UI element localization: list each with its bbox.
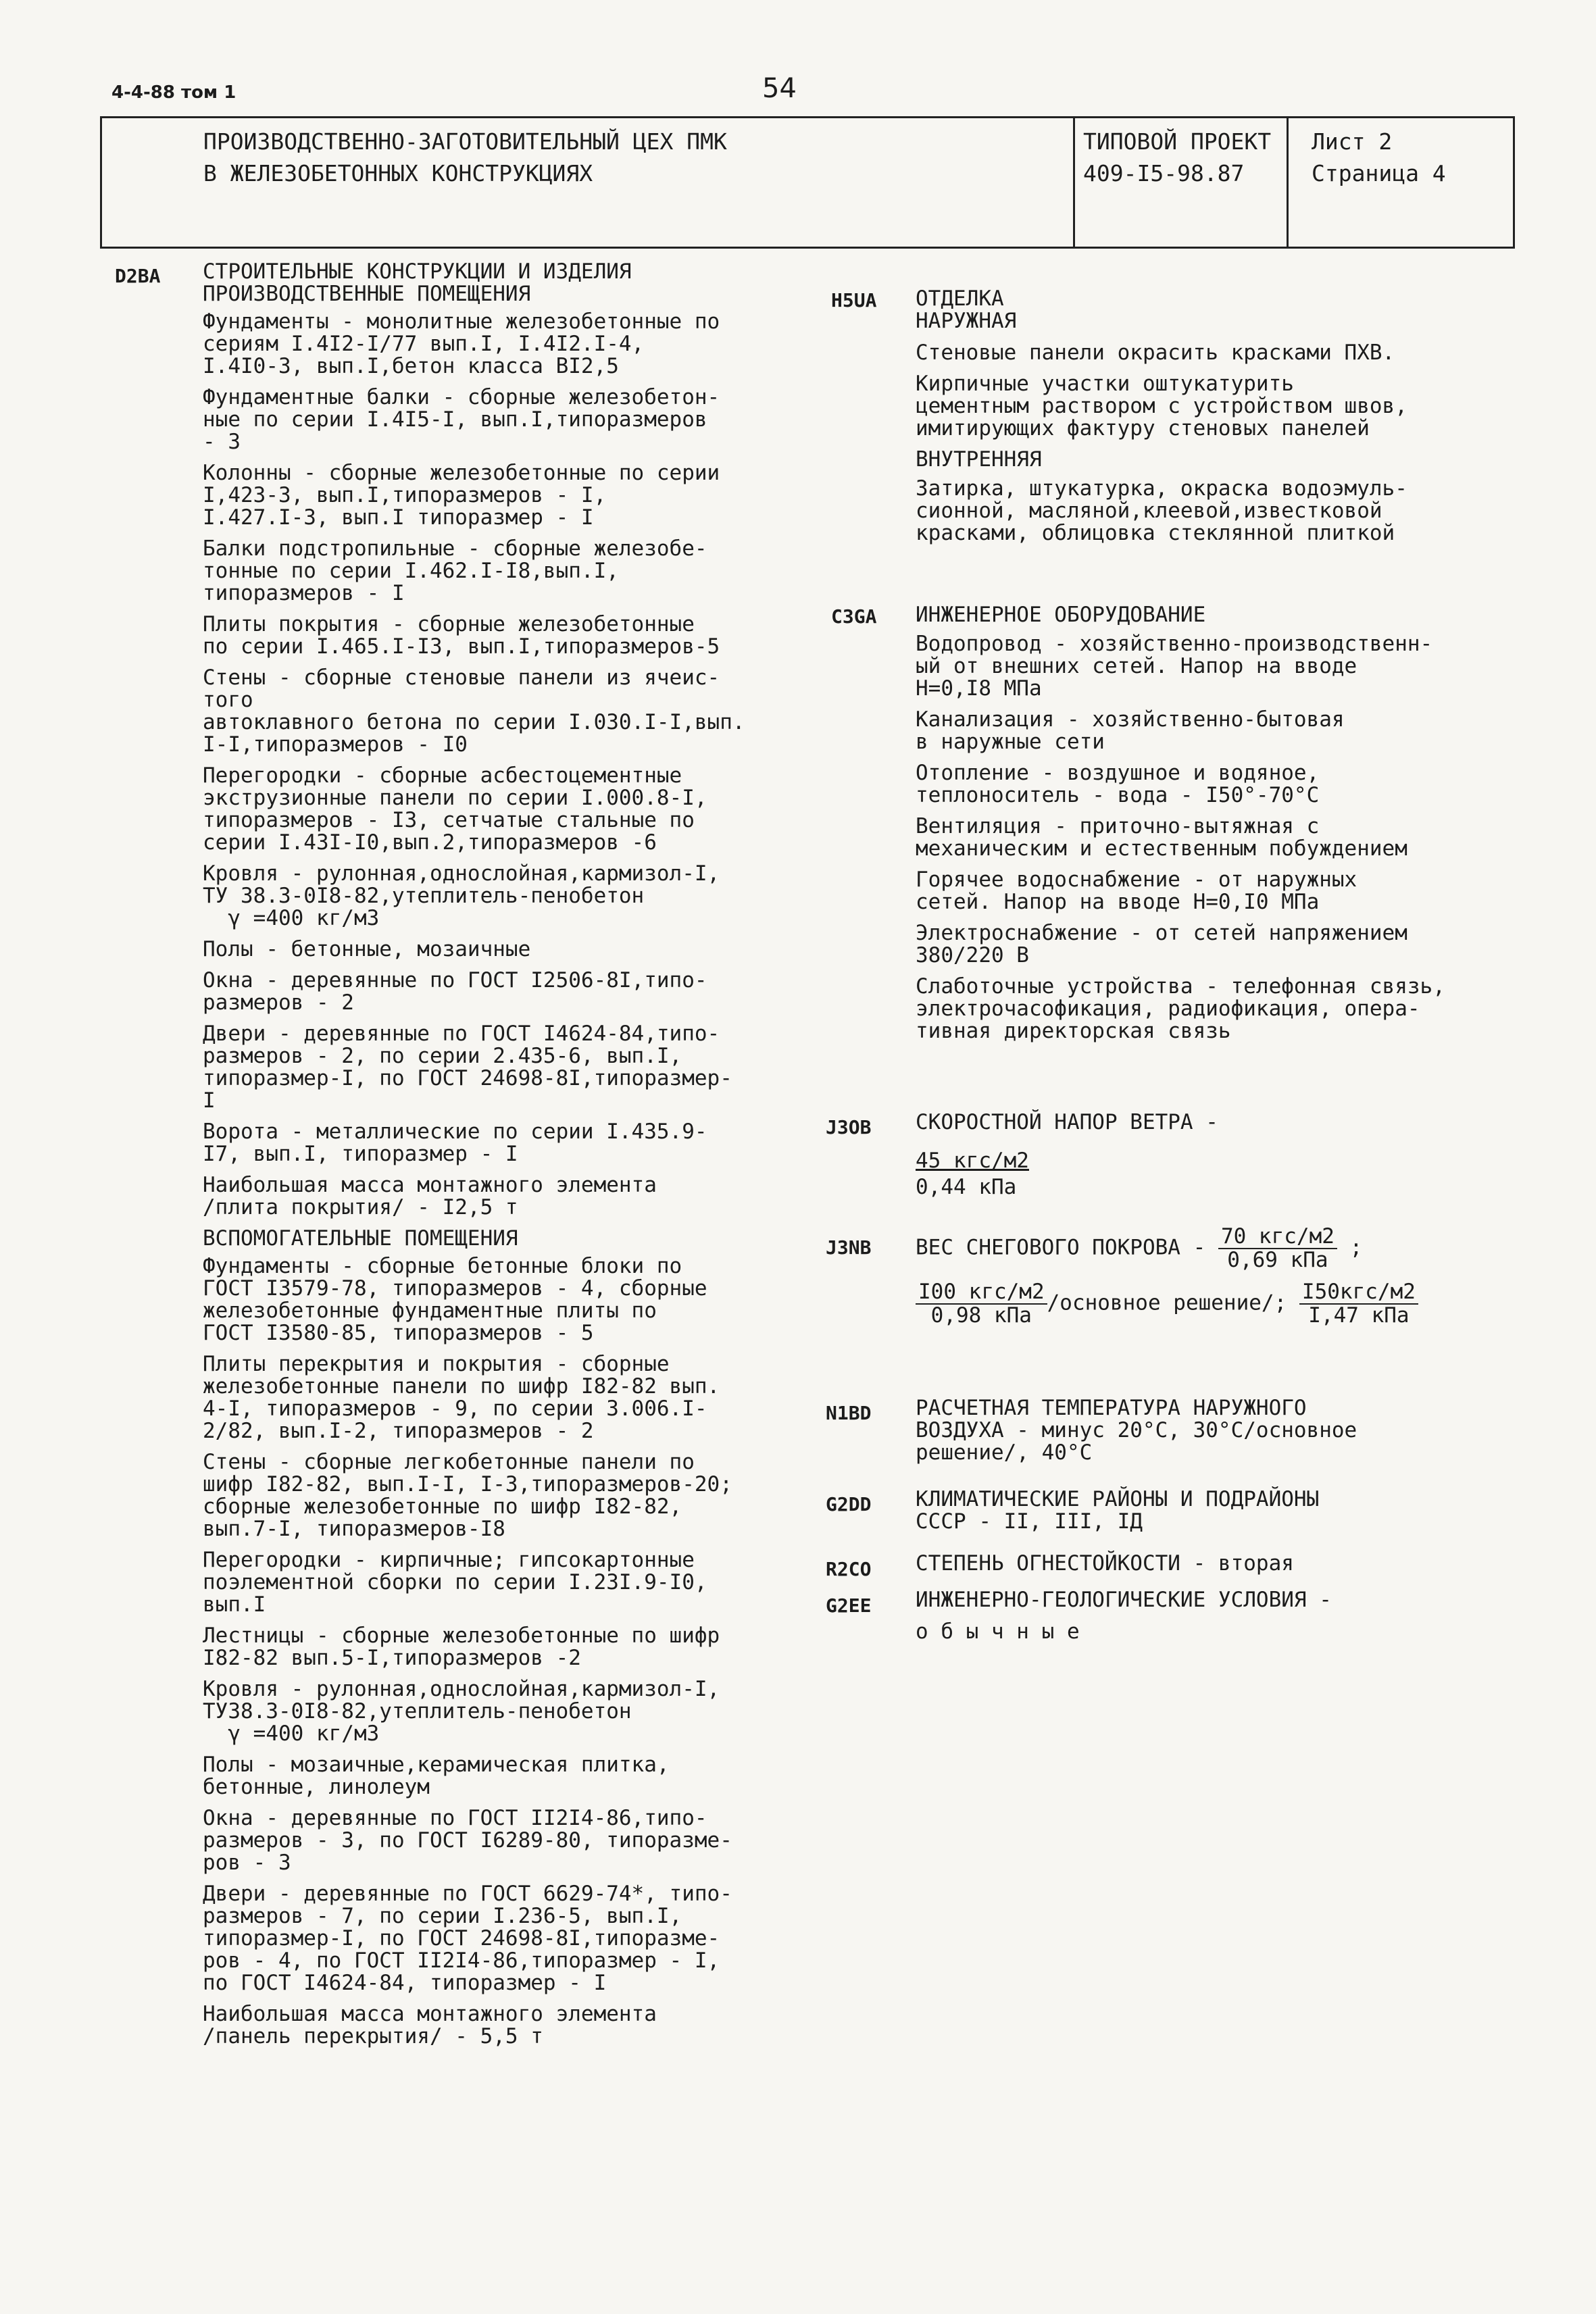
text-line: ТУ38.3-0I8-82,утеплитель-пенобетон (203, 1699, 632, 1724)
text-line: электрочасофикация, радиофикация, опера- (916, 997, 1420, 1021)
spec-item (203, 613, 838, 658)
text-line: типоразмер-I, по ГОСТ 24698-8I,типоразме- (203, 1926, 720, 1951)
text-line: Полы - мозаичные,керамическая плитка, (203, 1753, 670, 1777)
snow-f2-den: 0,98 кПа (930, 1303, 1032, 1328)
spec-item (203, 2003, 838, 2048)
text-line: 2/82, вып.I-2, типоразмеров - 2 (203, 1419, 594, 1443)
finish-heading: ОТДЕЛКА (916, 286, 1004, 311)
geology-value: о б ы ч н ы е (916, 1619, 1080, 1644)
text-line: 380/220 В (916, 943, 1029, 967)
text-line: I.4I0-3, вып.I,бетон класса BI2,5 (203, 354, 619, 378)
text-line: ТУ 38.3-0I8-82,утеплитель-пенобетон (203, 884, 645, 908)
project-label: ТИПОВОЙ ПРОЕКТ (1083, 128, 1272, 155)
text-line: I,423-3, вып.I,типоразмеров - I, (203, 483, 607, 507)
text-line: Двери - деревянные по ГОСТ I4624-84,типо- (203, 1022, 720, 1046)
snow-fraction-2 (916, 1281, 1047, 1327)
text-line: по серии I.465.I-I3, вып.I,типоразмеров-5 (203, 634, 720, 659)
code-c3ga: C3GA (831, 605, 877, 628)
engineering-item (916, 869, 1524, 913)
snow-note: /основное решение/; (1047, 1290, 1287, 1315)
text-line: цементным раствором с устройством швов, (916, 394, 1407, 418)
text-line: вып.7-I, типоразмеров-I8 (203, 1517, 505, 1541)
text-line: в наружные сети (916, 730, 1105, 754)
finish-item (916, 342, 1517, 364)
text-line: Окна - деревянные по ГОСТ II2I4-86,типо- (203, 1806, 707, 1830)
code-g2dd: G2DD (826, 1493, 872, 1515)
text-line: ные по серии I.4I5-I, вып.I,типоразмеров (203, 407, 707, 432)
code-h5ua: H5UA (831, 289, 877, 311)
snow-f1-den: 0,69 кПа (1227, 1248, 1328, 1272)
sheet-number: Лист 2 (1312, 128, 1393, 155)
production-list (203, 311, 838, 1219)
finish-inner-heading: ВНУТРЕННЯЯ (916, 447, 1042, 472)
text-line: теплоноситель - вода - I50°-70°С (916, 783, 1320, 807)
text-line: железобетонные панели по шифр I82-82 вып. (203, 1374, 720, 1399)
text-line: Балки подстропильные - сборные железобе- (203, 536, 707, 561)
finish-item (916, 478, 1517, 545)
spec-item (203, 938, 838, 961)
wind-value-kgs (916, 1150, 1510, 1172)
text-line: I-I,типоразмеров - I0 (203, 732, 468, 757)
text-line: ров - 4, по ГОСТ II2I4-86,типоразмер - I, (203, 1948, 720, 1973)
text-line: Вентиляция - приточно-вытяжная с (916, 814, 1320, 838)
spec-item (203, 1883, 838, 1994)
climate-text (916, 1488, 1510, 1533)
page-label: Страница 4 (1312, 160, 1446, 186)
text-line: γ =400 кг/м3 (203, 906, 380, 930)
engineering-list (916, 633, 1524, 1042)
text-line: Двери - деревянные по ГОСТ 6629-74*, типо- (203, 1882, 732, 1906)
text-line: размеров - 7, по серии I.236-5, вып.I, (203, 1904, 682, 1928)
project-number: 409-I5-98.87 (1083, 160, 1245, 186)
text-line: размеров - 3, по ГОСТ I6289-80, типоразме- (203, 1828, 732, 1853)
engineering-item (916, 976, 1524, 1042)
text-line: Водопровод - хозяйственно-производственн- (916, 632, 1433, 656)
page-number: 54 (762, 73, 797, 104)
text-line: вып.I (203, 1592, 266, 1617)
text-line: сборные железобетонные по шифр I82-82, (203, 1494, 682, 1519)
text-line: тонные по серии I.462.I-I8,вып.I, (203, 559, 619, 583)
geology-label: ИНЖЕНЕРНО-ГЕОЛОГИЧЕСКИЕ УСЛОВИЯ - (916, 1588, 1332, 1612)
text-line: Фундаменты - сборные бетонные блоки по (203, 1254, 682, 1278)
climate-block (916, 1488, 1510, 1533)
text-line: I.427.I-3, вып.I типоразмер - I (203, 505, 594, 530)
finish-section (916, 288, 1517, 553)
spec-item (203, 1754, 838, 1799)
engineering-item (916, 633, 1524, 700)
engineering-section (916, 604, 1524, 1051)
text-line: типоразмеров - I (203, 581, 405, 605)
text-line: железобетонные фундаментные плиты по (203, 1299, 657, 1323)
wind-value-kpa: 0,44 кПа (916, 1175, 1017, 1199)
text-line: Фундаменты - монолитные железобетонные по (203, 309, 720, 334)
text-line: КЛИМАТИЧЕСКИЕ РАЙОНЫ И ПОДРАЙОНЫ (916, 1487, 1320, 1511)
text-line: Кирпичные участки оштукатурить (916, 372, 1294, 396)
spec-item (203, 667, 838, 756)
temperature-section (916, 1397, 1510, 1473)
text-line: I7, вып.I, типоразмер - I (203, 1142, 518, 1166)
geology-section (916, 1589, 1510, 1643)
text-line: Фундаментные балки - сборные железобетон- (203, 385, 720, 409)
code-n1bd: N1BD (826, 1402, 872, 1424)
snow-f1-num: 70 кгс/м2 (1218, 1226, 1337, 1249)
heading-structures: СТРОИТЕЛЬНЫЕ КОНСТРУКЦИИ И ИЗДЕЛИЯ (203, 259, 632, 284)
text-line: типоразмер-I, по ГОСТ 24698-8I,типоразмер- (203, 1066, 732, 1090)
text-line: шифр I82-82, вып.I-I, I-3,типоразмеров-20; (203, 1472, 732, 1496)
text-line: сетей. Напор на вводе H=0,I0 МПа (916, 890, 1320, 914)
text-line: размеров - 2, по серии 2.435-6, вып.I, (203, 1044, 682, 1068)
text-line: сионной, масляной,клеевой,известковой (916, 499, 1382, 523)
text-line: Кровля - рулонная,однослойная,кармизол-I, (203, 861, 720, 886)
text-line: Колонны - сборные железобетонные по серии (203, 461, 720, 485)
spec-item (203, 765, 838, 854)
text-line: тивная директорская связь (916, 1019, 1231, 1043)
title-line-2: В ЖЕЛЕЗОБЕТОННЫХ КОНСТРУКЦИЯХ (203, 160, 593, 186)
text-line: γ =400 кг/м3 (203, 1721, 380, 1746)
snow-f3-num: I50кгс/м2 (1299, 1281, 1418, 1305)
code-d2ba: D2BA (115, 265, 161, 287)
code-r2co: R2CO (826, 1558, 872, 1580)
text-line: типоразмеров - I3, сетчатые стальные по (203, 808, 695, 832)
spec-item (203, 1807, 838, 1874)
text-line: Канализация - хозяйственно-бытовая (916, 707, 1345, 732)
text-line: Стены - сборные легкобетонные панели по (203, 1450, 695, 1474)
text-line: ВОЗДУХА - минус 20°С, 30°С/основное (916, 1418, 1357, 1442)
snow-f3-den: I,47 кПа (1308, 1303, 1410, 1328)
spec-item (203, 1625, 838, 1669)
text-line: экструзионные панели по серии I.000.8-I, (203, 786, 707, 810)
snow-fraction-1 (1218, 1226, 1337, 1272)
finish-outer-heading: НАРУЖНАЯ (916, 309, 1017, 333)
text-line: по ГОСТ I4624-84, типоразмер - I (203, 1971, 607, 1995)
text-line: сериям I.4I2-I/77 вып.I, I.4I2.I-4, (203, 332, 645, 356)
text-line: Наибольшая масса монтажного элемента (203, 1173, 657, 1197)
text-line: Перегородки - кирпичные; гипсокартонные (203, 1548, 695, 1572)
text-line: бетонные, линолеум (203, 1775, 430, 1799)
text-line: Перегородки - сборные асбестоцементные (203, 763, 682, 788)
text-line: H=0,I8 МПа (916, 676, 1042, 701)
wind-label: СКОРОСТНОЙ НАПОР ВЕТРА - (916, 1110, 1218, 1134)
left-column (203, 261, 838, 2057)
code-g2ee: G2EE (826, 1594, 872, 1617)
text-line: Электроснабжение - от сетей напряжением (916, 921, 1407, 945)
spec-item (203, 1174, 838, 1219)
text-line: ГОСТ I3579-78, типоразмеров - 4, сборные (203, 1276, 707, 1301)
text-line: Затирка, штукатурка, окраска водоэмуль- (916, 476, 1407, 501)
text-line: ый от внешних сетей. Напор на вводе (916, 654, 1357, 678)
text-line: Наибольшая масса монтажного элемента (203, 2002, 657, 2026)
text-line: Окна - деревянные по ГОСТ I2506-8I,типо- (203, 968, 707, 992)
engineering-item (916, 815, 1524, 860)
text-line: Горячее водоснабжение - от наружных (916, 867, 1357, 892)
finish-outer-list (916, 342, 1517, 440)
snow-separator: ; (1349, 1235, 1363, 1260)
spec-item (203, 970, 838, 1014)
spec-item (203, 311, 838, 378)
spec-item (203, 1549, 838, 1616)
code-j3nb: J3NB (826, 1236, 872, 1259)
text-line: поэлементной сборки по серии I.23I.9-I0, (203, 1570, 707, 1594)
temperature-text (916, 1397, 1510, 1464)
spec-item (203, 1678, 838, 1745)
fire-resistance: СТЕПЕНЬ ОГНЕСТОЙКОСТИ - вторая (916, 1551, 1294, 1576)
text-line: Кровля - рулонная,однослойная,кармизол-I, (203, 1677, 720, 1701)
snow-fraction-3 (1299, 1281, 1418, 1327)
finish-item (916, 373, 1517, 440)
text-line: Плиты покрытия - сборные железобетонные (203, 612, 695, 636)
text-line: Стеновые панели окрасить красками ПХВ. (916, 341, 1395, 365)
text-line: /плита покрытия/ - I2,5 т (203, 1195, 518, 1219)
text-line: Плиты перекрытия и покрытия - сборные (203, 1352, 670, 1376)
text-line: Полы - бетонные, мозаичные (203, 937, 531, 961)
engineering-heading: ИНЖЕНЕРНОЕ ОБОРУДОВАНИЕ (916, 603, 1206, 627)
engineering-item (916, 762, 1524, 807)
text-line: ГОСТ I3580-85, типоразмеров - 5 (203, 1321, 594, 1345)
wind-section (916, 1111, 1510, 1199)
text-line: красками, облицовка стеклянной плиткой (916, 521, 1395, 545)
text-line: 4-I, типоразмеров - 9, по серии 3.006.I- (203, 1397, 707, 1421)
spec-item (203, 1023, 838, 1112)
title-block (100, 116, 1515, 249)
document-series: 4-4-88 том 1 (111, 82, 236, 103)
text-line: того (203, 688, 253, 712)
title-divider-2 (1287, 118, 1289, 247)
engineering-item (916, 709, 1524, 753)
title-line-1: ПРОИЗВОДСТВЕННО-ЗАГОТОВИТЕЛЬНЫЙ ЦЕХ ПМК (203, 128, 727, 155)
climate-section (916, 1488, 1510, 1542)
text-line: ров - 3 (203, 1851, 291, 1875)
text-line: /панель перекрытия/ - 5,5 т (203, 2024, 543, 2048)
spec-item (203, 1451, 838, 1540)
text-line: серии I.43I-I0,вып.2,типоразмеров -6 (203, 830, 657, 855)
text-line: имитирующих фактуру стеновых панелей (916, 416, 1370, 441)
spec-item (203, 1255, 838, 1344)
snow-line-1 (916, 1226, 1510, 1272)
code-j3ob: J3OB (826, 1116, 872, 1138)
text-line: размеров - 2 (203, 990, 354, 1015)
text-line: - 3 (203, 430, 241, 454)
spec-item (203, 538, 838, 605)
finish-inner-list (916, 478, 1517, 545)
wind-value-kgs-text: 45 кгс/м2 (916, 1149, 1029, 1173)
spec-item (203, 462, 838, 529)
auxiliary-list (203, 1255, 838, 2048)
spec-item (203, 1353, 838, 1442)
spec-item (203, 386, 838, 453)
snow-section (916, 1226, 1510, 1327)
engineering-item (916, 922, 1524, 967)
snow-f2-num: I00 кгс/м2 (916, 1281, 1047, 1305)
text-line: Слаботочные устройства - телефонная связь, (916, 974, 1445, 999)
text-line: Ворота - металлические по серии I.435.9- (203, 1120, 707, 1144)
text-line: Лестницы - сборные железобетонные по шифр (203, 1624, 720, 1648)
text-line: I82-82 вып.5-I,типоразмеров -2 (203, 1646, 581, 1670)
text-line: решение/, 40°С (916, 1440, 1093, 1465)
heading-auxiliary-rooms: ВСПОМОГАТЕЛЬНЫЕ ПОМЕЩЕНИЯ (203, 1226, 518, 1251)
snow-label: ВЕС СНЕГОВОГО ПОКРОВА - (916, 1235, 1206, 1260)
temperature-block (916, 1397, 1510, 1464)
spec-item (203, 1121, 838, 1165)
snow-line-2 (916, 1281, 1510, 1327)
text-line: СССР - II, III, IД (916, 1509, 1143, 1534)
text-line: автоклавного бетона по серии I.030.I-I,вып. (203, 710, 745, 734)
text-line: РАСЧЕТНАЯ ТЕМПЕРАТУРА НАРУЖНОГО (916, 1396, 1307, 1420)
spec-item (203, 863, 838, 930)
text-line: Стены - сборные стеновые панели из ячеис- (203, 665, 720, 690)
title-divider-1 (1073, 118, 1075, 247)
text-line: Отопление - воздушное и водяное, (916, 761, 1320, 785)
text-line: механическим и естественным побуждением (916, 836, 1407, 861)
heading-production-rooms: ПРОИЗВОДСТВЕННЫЕ ПОМЕЩЕНИЯ (203, 282, 531, 306)
text-line: I (203, 1088, 216, 1113)
